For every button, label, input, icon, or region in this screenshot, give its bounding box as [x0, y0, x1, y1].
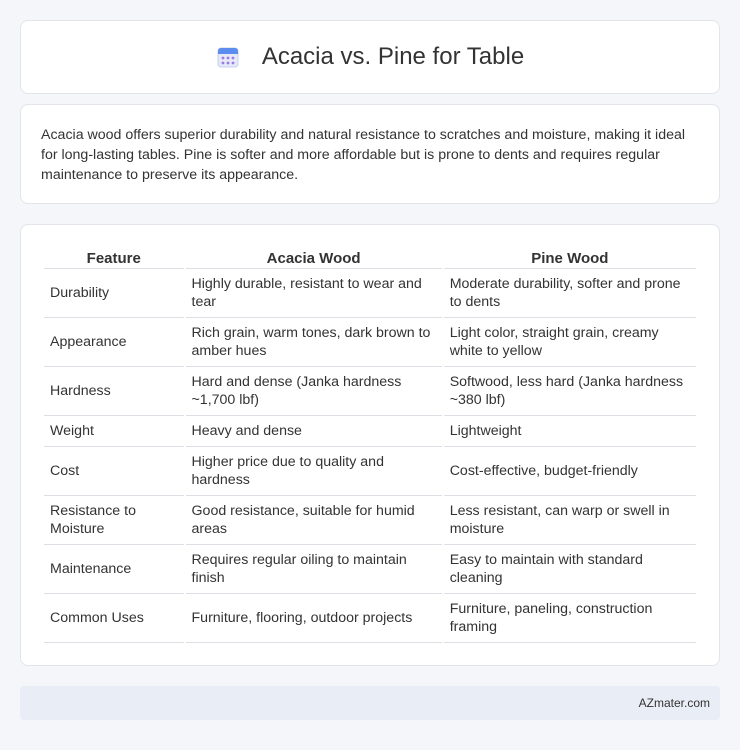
- footer-source: AZmater.com: [638, 696, 710, 710]
- footer: [20, 686, 720, 720]
- pine-cell: Moderate durability, softer and prone to dents: [444, 269, 696, 318]
- summary-card: [20, 104, 720, 204]
- table-row: [44, 269, 696, 318]
- acacia-cell: Hard and dense (Janka hardness ~1,700 lbf): [186, 367, 442, 416]
- table-row: [44, 367, 696, 416]
- table-row: [44, 447, 696, 496]
- acacia-cell: Requires regular oiling to maintain finish: [186, 545, 442, 594]
- feature-cell: Resistance to Moisture: [44, 496, 184, 545]
- pine-cell: Light color, straight grain, creamy white to yellow: [444, 318, 696, 367]
- table-row: [44, 318, 696, 367]
- header-pine: Pine Wood: [444, 245, 696, 269]
- pine-cell: Softwood, less hard (Janka hardness ~380 lbf): [444, 367, 696, 416]
- acacia-cell: Higher price due to quality and hardness: [186, 447, 442, 496]
- pine-cell: Easy to maintain with standard cleaning: [444, 545, 696, 594]
- table-row: [44, 545, 696, 594]
- pine-cell: Cost-effective, budget-friendly: [444, 447, 696, 496]
- feature-cell: Weight: [44, 416, 184, 447]
- header-feature: Feature: [44, 245, 184, 269]
- acacia-cell: Highly durable, resistant to wear and tear: [186, 269, 442, 318]
- feature-cell: Hardness: [44, 367, 184, 416]
- table-row: [44, 496, 696, 545]
- feature-cell: Maintenance: [44, 545, 184, 594]
- feature-cell: Cost: [44, 447, 184, 496]
- page-title: Acacia vs. Pine for Table: [261, 43, 525, 70]
- feature-cell: Durability: [44, 269, 184, 318]
- comparison-table: [42, 245, 698, 643]
- summary-text: Acacia wood offers superior durability and natural resistance to scratches and moisture, making it ideal for long-lasting tables. Pine is softer and more affordable but is prone to dents and requires regular maintenance to preserve its appearance.: [41, 127, 686, 183]
- acacia-cell: Heavy and dense: [186, 416, 442, 447]
- title-card: [20, 20, 720, 94]
- pine-cell: Furniture, paneling, construction framing: [444, 594, 696, 643]
- table-header-row: [44, 245, 696, 269]
- feature-cell: Appearance: [44, 318, 184, 367]
- feature-cell: Common Uses: [44, 594, 184, 643]
- pine-cell: Lightweight: [444, 416, 696, 447]
- acacia-cell: Furniture, flooring, outdoor projects: [186, 594, 442, 643]
- comparison-card: [20, 224, 720, 666]
- title-wrap: [216, 43, 524, 71]
- table-row: [44, 416, 696, 447]
- acacia-cell: Rich grain, warm tones, dark brown to amber hues: [186, 318, 442, 367]
- header-acacia: Acacia Wood: [186, 245, 442, 269]
- pine-cell: Less resistant, can warp or swell in moisture: [444, 496, 696, 545]
- calendar-icon: [216, 45, 240, 69]
- table-row: [44, 594, 696, 643]
- acacia-cell: Good resistance, suitable for humid areas: [186, 496, 442, 545]
